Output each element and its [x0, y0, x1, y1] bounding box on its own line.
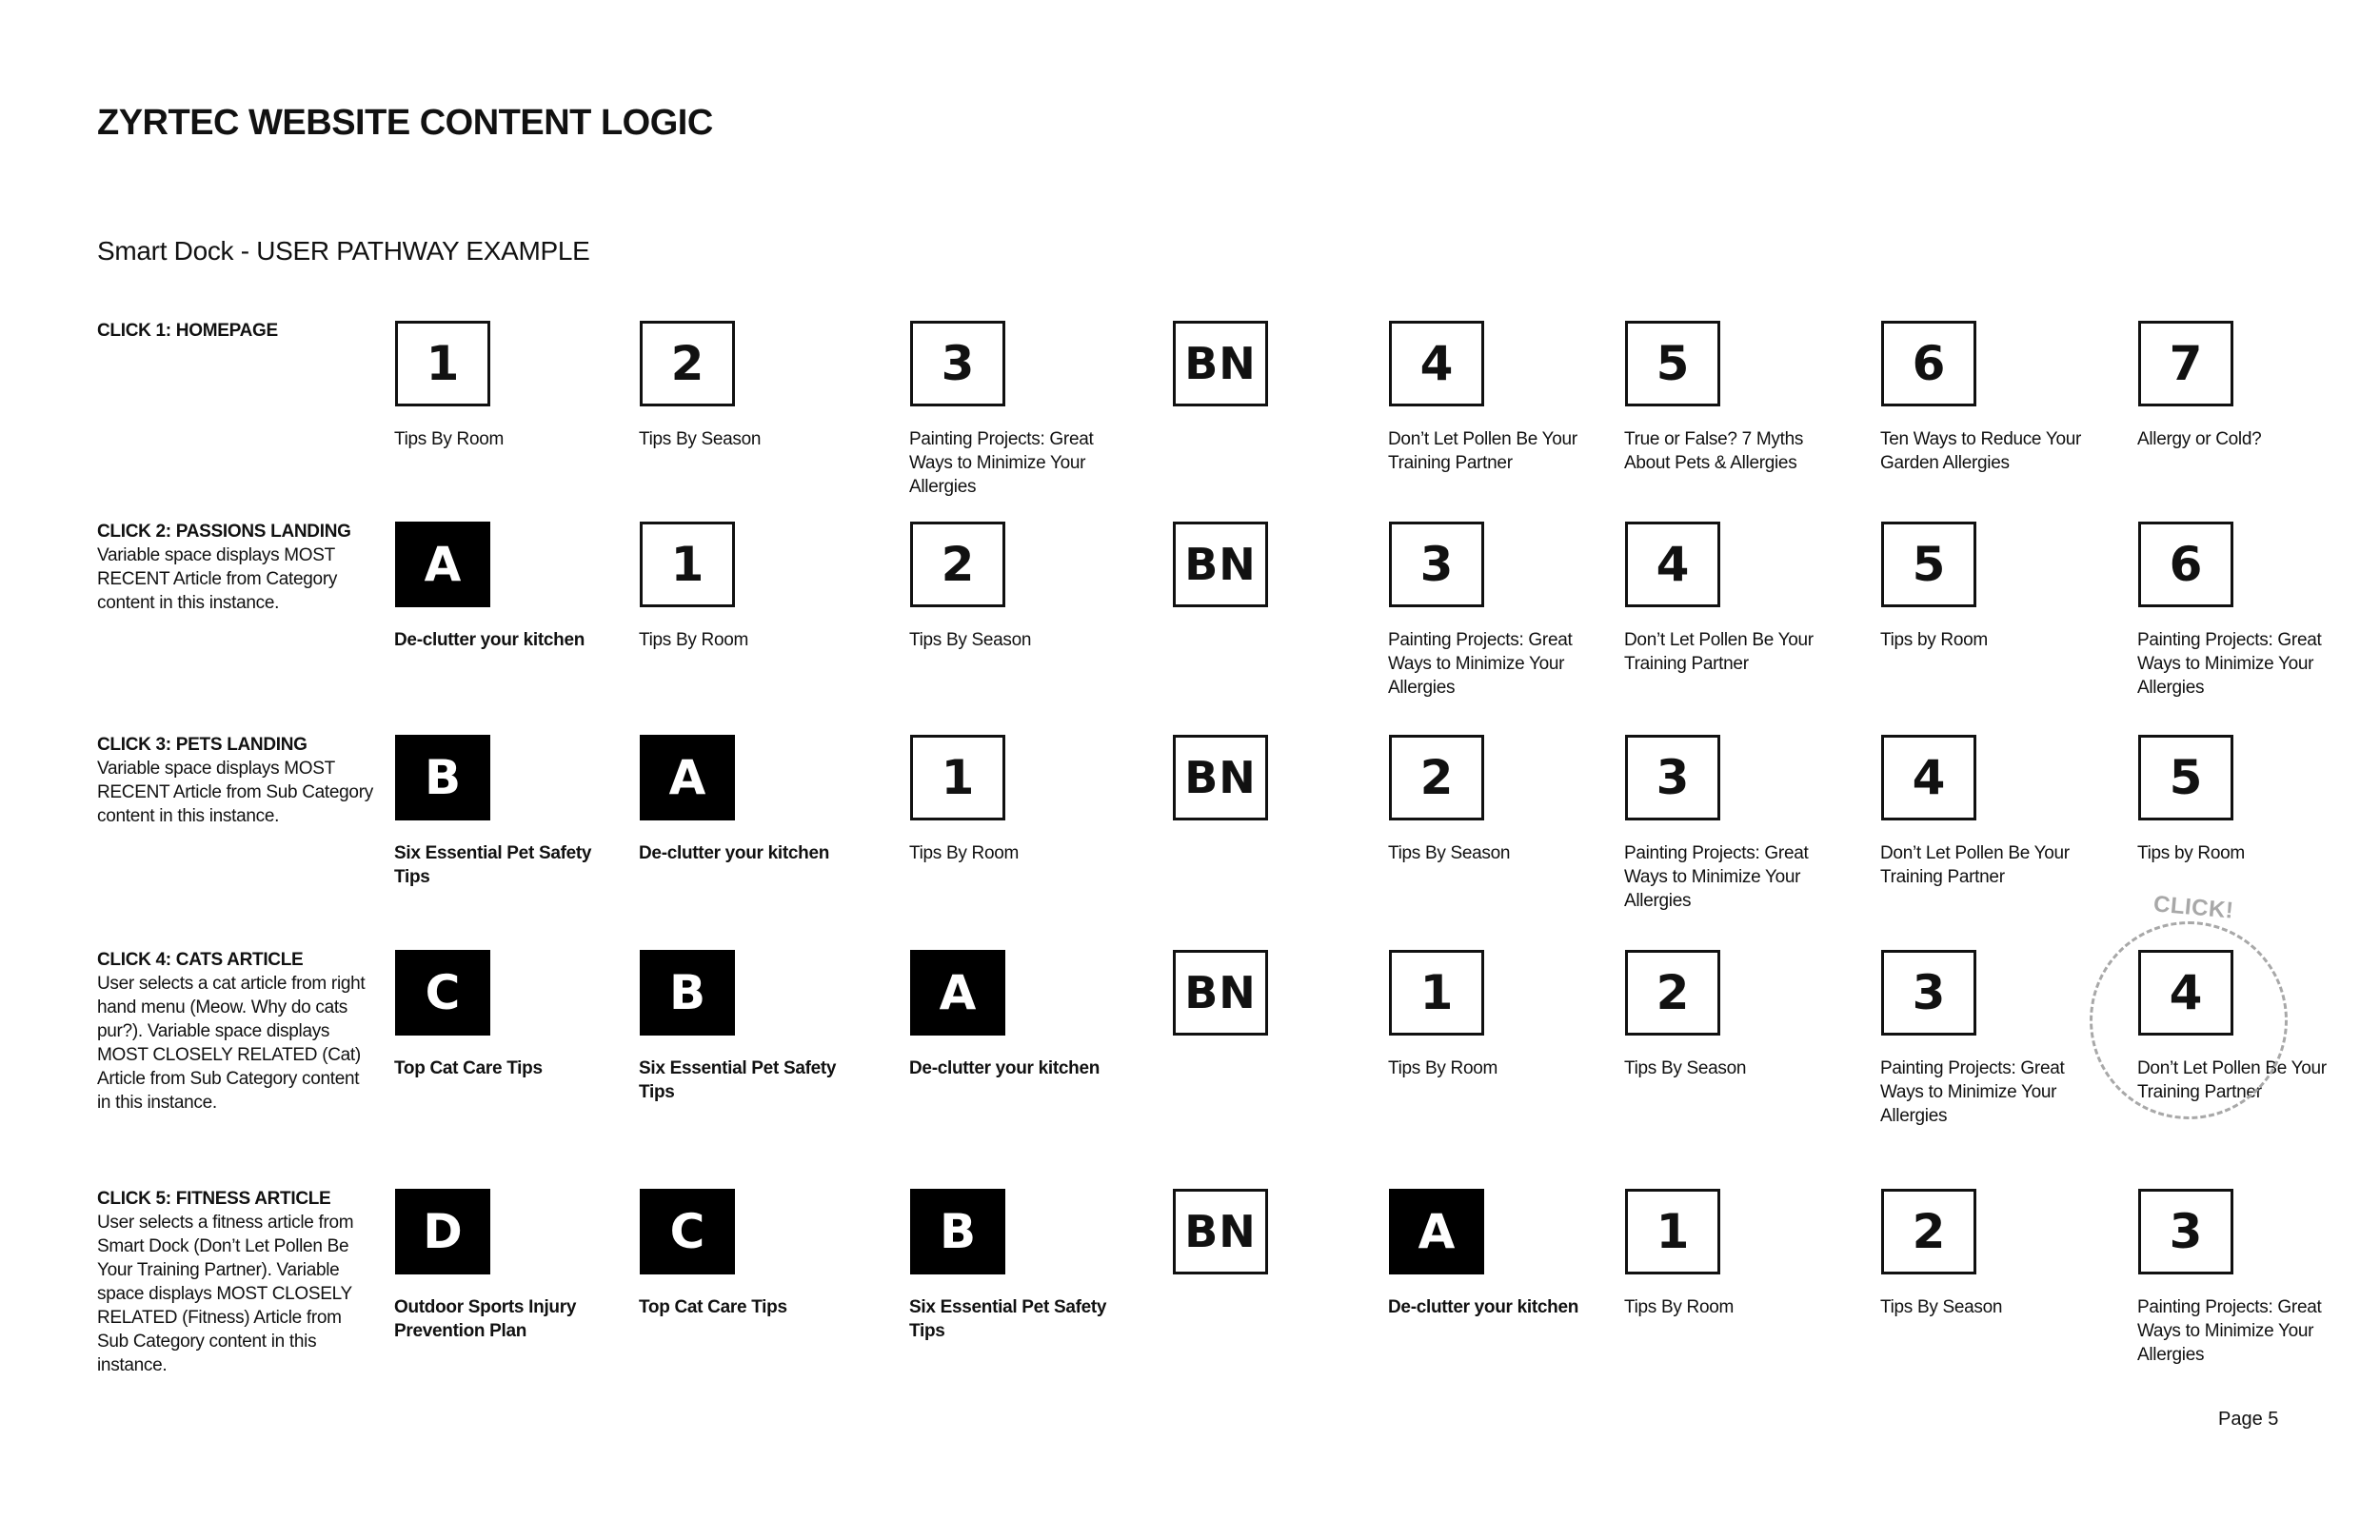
content-tile[interactable]: A: [910, 950, 1005, 1036]
content-tile[interactable]: 4: [1881, 735, 1976, 820]
tile-caption: Tips By Season: [1880, 1297, 2003, 1317]
row-description: [97, 319, 373, 343]
tile-caption: Tips By Season: [909, 630, 1032, 650]
bn-tile[interactable]: BN: [1173, 321, 1268, 406]
tile-caption: Tips By Room: [909, 843, 1020, 863]
row-body: User selects a cat article from right hand menu (Meow. Why do cats pur?). Variable space displays MOST CLOSELY RELATED (Cat) Article from Sub Category content in this instance.: [97, 974, 366, 1113]
tile-caption: Tips By Season: [639, 429, 762, 449]
bn-tile[interactable]: BN: [1173, 735, 1268, 820]
row-body: Variable space displays MOST RECENT Article from Category content in this instance.: [97, 545, 338, 613]
tile-caption: Tips By Room: [1388, 1058, 1498, 1078]
page-title: ZYRTEC WEBSITE CONTENT LOGIC: [97, 103, 713, 143]
bn-tile[interactable]: BN: [1173, 522, 1268, 607]
tile-caption: Six Essential Pet Safety Tips: [639, 1058, 837, 1102]
tile-caption: Don’t Let Pollen Be Your Training Partner: [1624, 630, 1814, 674]
content-tile[interactable]: B: [640, 950, 735, 1036]
tile-caption: De-clutter your kitchen: [1388, 1297, 1579, 1317]
tile-caption: Ten Ways to Reduce Your Garden Allergies: [1880, 429, 2082, 473]
tile-caption: Tips By Room: [639, 630, 749, 650]
tile-caption: Painting Projects: Great Ways to Minimize Your Allergies: [1624, 843, 1809, 911]
row-heading: CLICK 2: PASSIONS LANDING: [97, 522, 351, 542]
tile-caption: Six Essential Pet Safety Tips: [909, 1297, 1107, 1341]
tile-caption: Allergy or Cold?: [2137, 429, 2262, 449]
row-description: [97, 520, 373, 615]
content-tile[interactable]: D: [395, 1189, 490, 1274]
tile-caption: De-clutter your kitchen: [394, 630, 585, 650]
content-tile[interactable]: 2: [640, 321, 735, 406]
content-tile[interactable]: 1: [640, 522, 735, 607]
content-tile[interactable]: 6: [2138, 522, 2233, 607]
page-number: Page 5: [2218, 1409, 2279, 1430]
content-tile[interactable]: 6: [1881, 321, 1976, 406]
content-tile[interactable]: A: [395, 522, 490, 607]
content-tile[interactable]: 5: [1881, 522, 1976, 607]
click-callout-label: CLICK!: [2152, 891, 2235, 924]
tile-caption: De-clutter your kitchen: [909, 1058, 1101, 1078]
tile-caption: Painting Projects: Great Ways to Minimize Your Allergies: [1388, 630, 1573, 698]
content-tile[interactable]: B: [910, 1189, 1005, 1274]
row-description: [97, 1187, 373, 1377]
row-heading: CLICK 3: PETS LANDING: [97, 735, 307, 755]
tile-caption: De-clutter your kitchen: [639, 843, 830, 863]
page-subtitle: Smart Dock - USER PATHWAY EXAMPLE: [97, 236, 590, 266]
content-tile[interactable]: A: [1389, 1189, 1484, 1274]
tile-caption: Don’t Let Pollen Be Your Training Partner: [1388, 429, 1577, 473]
tile-caption: Don’t Let Pollen Be Your Training Partner: [2137, 1058, 2327, 1102]
row-heading: CLICK 1: HOMEPAGE: [97, 321, 278, 341]
content-tile[interactable]: 2: [1389, 735, 1484, 820]
content-tile[interactable]: 2: [910, 522, 1005, 607]
tile-caption: Painting Projects: Great Ways to Minimize Your Allergies: [1880, 1058, 2065, 1126]
click-highlight-circle: [2090, 921, 2288, 1119]
content-tile[interactable]: 3: [2138, 1189, 2233, 1274]
tile-caption: Painting Projects: Great Ways to Minimize Your Allergies: [2137, 630, 2322, 698]
row-heading: CLICK 4: CATS ARTICLE: [97, 950, 304, 970]
tile-caption: Tips by Room: [1880, 630, 1988, 650]
content-tile[interactable]: 1: [395, 321, 490, 406]
row-heading: CLICK 5: FITNESS ARTICLE: [97, 1189, 331, 1209]
content-tile[interactable]: 1: [910, 735, 1005, 820]
tile-caption: Painting Projects: Great Ways to Minimize Your Allergies: [2137, 1297, 2322, 1365]
tile-caption: Tips by Room: [2137, 843, 2245, 863]
tile-caption: True or False? 7 Myths About Pets & Allergies: [1624, 429, 1804, 473]
tile-caption: Top Cat Care Tips: [394, 1058, 543, 1078]
content-tile[interactable]: A: [640, 735, 735, 820]
content-tile[interactable]: 1: [1625, 1189, 1720, 1274]
tile-caption: Tips By Season: [1388, 843, 1511, 863]
content-tile[interactable]: 5: [1625, 321, 1720, 406]
bn-tile[interactable]: BN: [1173, 1189, 1268, 1274]
content-tile[interactable]: 3: [1881, 950, 1976, 1036]
row-description: [97, 733, 373, 828]
content-tile[interactable]: 4: [1389, 321, 1484, 406]
content-tile[interactable]: 2: [1625, 950, 1720, 1036]
content-tile[interactable]: 3: [1389, 522, 1484, 607]
content-tile[interactable]: C: [640, 1189, 735, 1274]
content-tile[interactable]: 4: [1625, 522, 1720, 607]
content-tile[interactable]: 3: [910, 321, 1005, 406]
tile-caption: Tips By Room: [394, 429, 505, 449]
content-tile[interactable]: 1: [1389, 950, 1484, 1036]
content-tile[interactable]: B: [395, 735, 490, 820]
content-tile[interactable]: 3: [1625, 735, 1720, 820]
tile-caption: Top Cat Care Tips: [639, 1297, 787, 1317]
content-tile[interactable]: 5: [2138, 735, 2233, 820]
row-body: Variable space displays MOST RECENT Article from Sub Category content in this instance.: [97, 759, 373, 826]
content-tile[interactable]: C: [395, 950, 490, 1036]
tile-caption: Tips By Room: [1624, 1297, 1735, 1317]
tile-caption: Outdoor Sports Injury Prevention Plan: [394, 1297, 577, 1341]
tile-caption: Don’t Let Pollen Be Your Training Partner: [1880, 843, 2070, 887]
tile-caption: Tips By Season: [1624, 1058, 1747, 1078]
row-description: [97, 948, 373, 1115]
content-tile[interactable]: 4: [2138, 950, 2233, 1036]
content-tile[interactable]: 2: [1881, 1189, 1976, 1274]
tile-caption: Six Essential Pet Safety Tips: [394, 843, 592, 887]
row-body: User selects a fitness article from Smart Dock (Don’t Let Pollen Be Your Training Partner). Variable space displays MOST CLOSELY RELATED (Fitness) Article from Sub Category content in this instance.: [97, 1213, 354, 1375]
tile-caption: Painting Projects: Great Ways to Minimize Your Allergies: [909, 429, 1094, 497]
bn-tile[interactable]: BN: [1173, 950, 1268, 1036]
content-tile[interactable]: 7: [2138, 321, 2233, 406]
